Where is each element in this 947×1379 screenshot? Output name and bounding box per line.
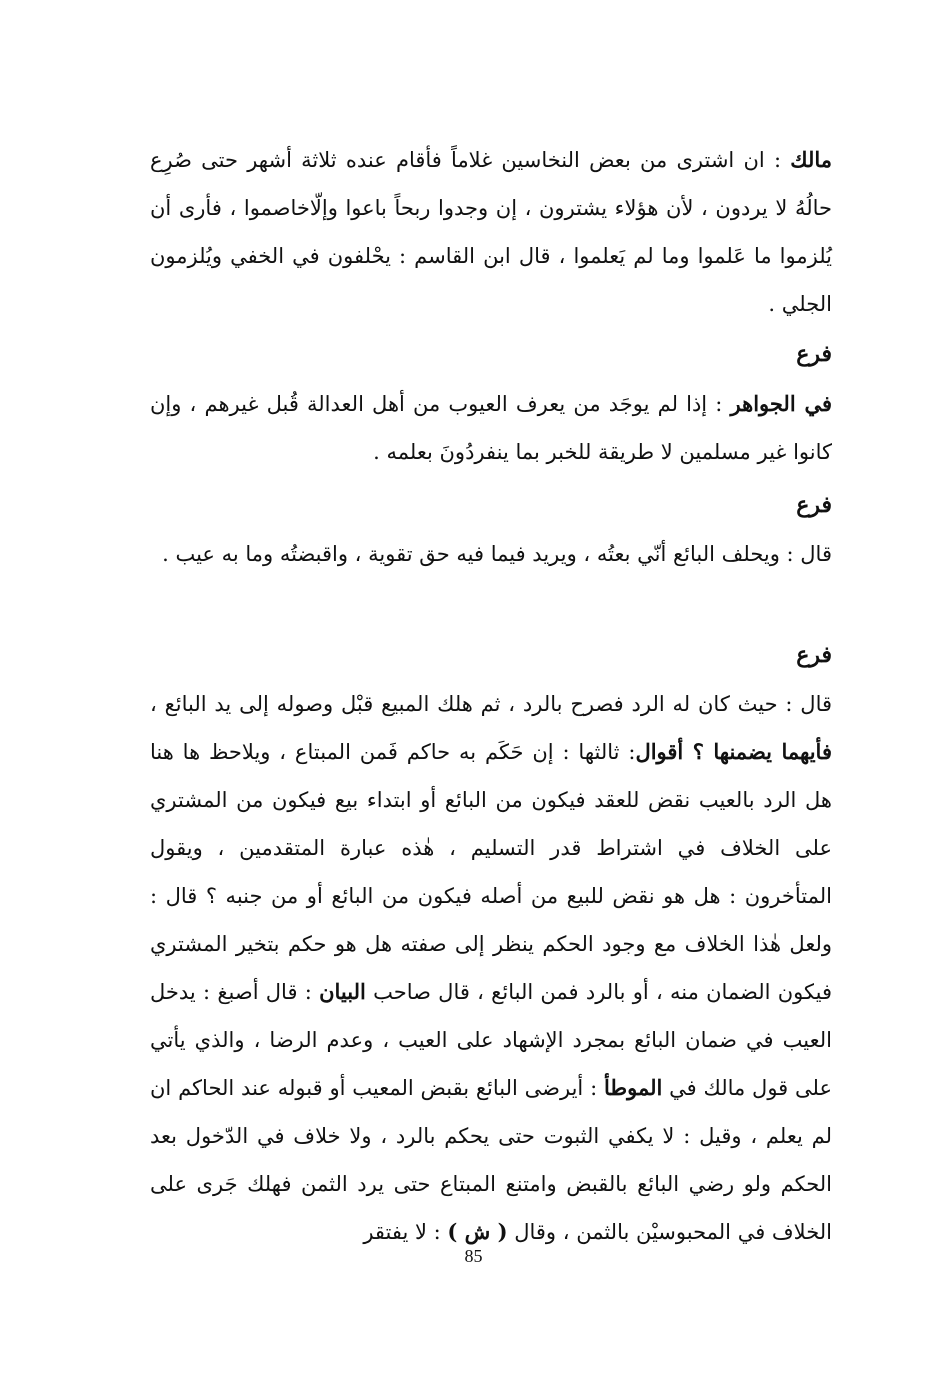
bold-run: الموطأ xyxy=(603,1075,663,1100)
section-heading-far-2: فرع xyxy=(796,492,832,518)
text-run: : قال أصبغ : يدخل العيب في ضمان البائع بمجرد الإشهاد على العيب ، وعدم الرضا ، والذي يأتي على قول مالك في xyxy=(150,980,833,1100)
section-heading-far-3: فرع xyxy=(796,642,832,668)
text-run: قال : حيث كان له الرد فصرح بالرد ، ثم هلك المبيع قبْل وصوله إلى يد البائع ، xyxy=(150,692,832,716)
bold-run: فأيهما يضمنها ؟ أقوال xyxy=(635,739,832,764)
paragraph-oath xyxy=(150,530,832,578)
bold-run: ( ش ) xyxy=(447,1219,508,1244)
paragraph-lead: مالك xyxy=(790,147,832,172)
text-run: : أيرضى البائع بقبض المعيب أو قبوله عند الحاكم ان لم يعلم ، وقيل : لا يكفي الثبوت حتى يحكم بالرد ، ولا خلاف في الدّخول بعد الحكم ولو رضي البائع بالقبض وامتنع المبتاع حتى يرد الثمن فهلك جَرى على الخلاف في المحبوسيْن بالثمن ، وقال xyxy=(150,1076,832,1244)
paragraph-lead: في الجواهر xyxy=(730,391,832,416)
paragraph-jawahir xyxy=(150,380,832,476)
paragraph-text xyxy=(150,380,832,476)
paragraph-body: : إذا لم يوجَد من يعرف العيوب من أهل العدالة قُبل غيرهم ، وإن كانوا غير مسلمين لا طريقة للخبر بما ينفردُونَ بعلمه . xyxy=(150,392,832,464)
paragraph-body: : ان اشترى من بعض النخاسين غلاماً فأقام عنده ثلاثة أشهر حتى صُرِع حالُهُ لا يردون ، لأن هؤلاء يشترون ، إن وجدوا ربحاً باعوا وإلّاخاصموا ، فأرى أن يُلزموا ما عَلموا وما لم يَعلموا ، قال ابن القاسم : يحْلفون في الخفي ويُلزمون الجلي . xyxy=(150,148,832,316)
text-run: : لا يفتقر xyxy=(363,1220,448,1244)
paragraph-text xyxy=(150,680,832,1256)
paragraph-text: قال : ويحلف البائع أنّي بعتُه ، ويريد فيما فيه حق تقوية ، واقبضتُه وما به عيب . xyxy=(162,542,832,566)
paragraph-text xyxy=(150,136,832,328)
paragraph-return xyxy=(150,680,832,1256)
text-run: : ثالثها : إن حَكَم به حاكم فَمن المبتاع ، ويلاحظ ها هنا هل الرد بالعيب نقض للعقد فيكون من البائع أو ابتداء بيع فيكون من المشتري على الخلاف في اشتراط قدر التسليم ، هٰذه عبارة المتقدمين ، ويقول المتأخرون : هل هو نقض للبيع من أصله فيكون من البائع أو من جنبه ؟ قال : ولعل هٰذا الخلاف مع وجود الحكم ينظر إلى صفته هل هو حكم بتخير المشتري فيكون الضمان منه ، أو بالرد فمن البائع ، قال صاحب xyxy=(150,740,832,1004)
section-heading-far-1: فرع xyxy=(796,341,832,367)
bold-run: البيان xyxy=(319,979,366,1004)
paragraph-malik xyxy=(150,136,832,328)
page-number: 85 xyxy=(464,1246,483,1266)
